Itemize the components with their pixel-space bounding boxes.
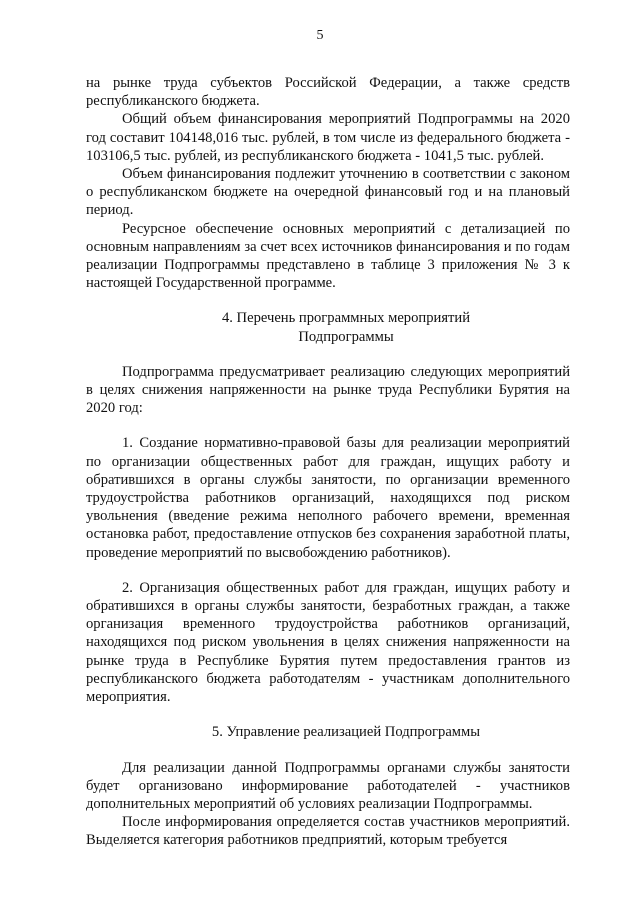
document-body (86, 74, 570, 850)
section-5-paragraph-1: Для реализации данной Подпрограммы органами службы занятости будет организовано информирование работодателей - участников дополнительных мероприятий об условиях реализации Подпрограммы. (86, 759, 570, 812)
paragraph-resource-provision: Ресурсное обеспечение основных мероприятий с детализацией по основным направлениям за счет всех источников финансирования и по годам реализации Подпрограммы представлено в таблице 3 приложения № 3 к настоящей Государственной программе. (86, 220, 570, 292)
section-5-heading: 5. Управление реализацией Подпрограммы (211, 724, 481, 741)
section-5-paragraph-2: После информирования определяется состав участников мероприятий. Выделяется категория работников предприятий, которым требуется (86, 814, 570, 849)
section-4-intro: Подпрограмма предусматривает реализацию следующих мероприятий в целях снижения напряженности на рынке труда Республики Бурятия на 2020 год: (86, 363, 570, 417)
paragraph-continuation: на рынке труда субъектов Российской Федерации, а также средств республиканского бюджета. (86, 75, 570, 110)
paragraph-funding-total: Общий объем финансирования мероприятий Подпрограммы на 2020 год составит 104148,016 тыс. рублей, в том числе из федерального бюджета - 103106,5 тыс. рублей, из республиканского бюджета - 1041,5 тыс. рублей. (86, 111, 570, 164)
section-4-heading-line2: Подпрограммы (298, 328, 394, 345)
section-4-heading-line1: 4. Перечень программных мероприятий (221, 310, 471, 327)
page-number: 5 (316, 28, 324, 43)
section-4-item-2: 2. Организация общественных работ для граждан, ищущих работу и обратившихся в органы службы занятости, безработных граждан, а также организация временного трудоустройства работников организаций, находящихся под риском увольнения в целях снижения напряженности на рынке труда в Республике Бурятия путем предоставления грантов из республиканского бюджета работодателям - участникам дополнительного мероприятия. (86, 579, 570, 706)
section-4-item-1: 1. Создание нормативно-правовой базы для реализации мероприятий по организации общественных работ для граждан, ищущих работу и обратившихся в органы службы занятости, по организации временного трудоустройства работников организаций, находящихся под риском увольнения (введение режима неполного рабочего времени, временная остановка работ, предоставление отпусков без сохранения заработной платы, проведение мероприятий по высвобождению работников). (86, 435, 570, 561)
paragraph-funding-adjustment: Объем финансирования подлежит уточнению в соответствии с законом о республиканском бюджете на очередной финансовый год и на плановый период. (86, 166, 570, 219)
